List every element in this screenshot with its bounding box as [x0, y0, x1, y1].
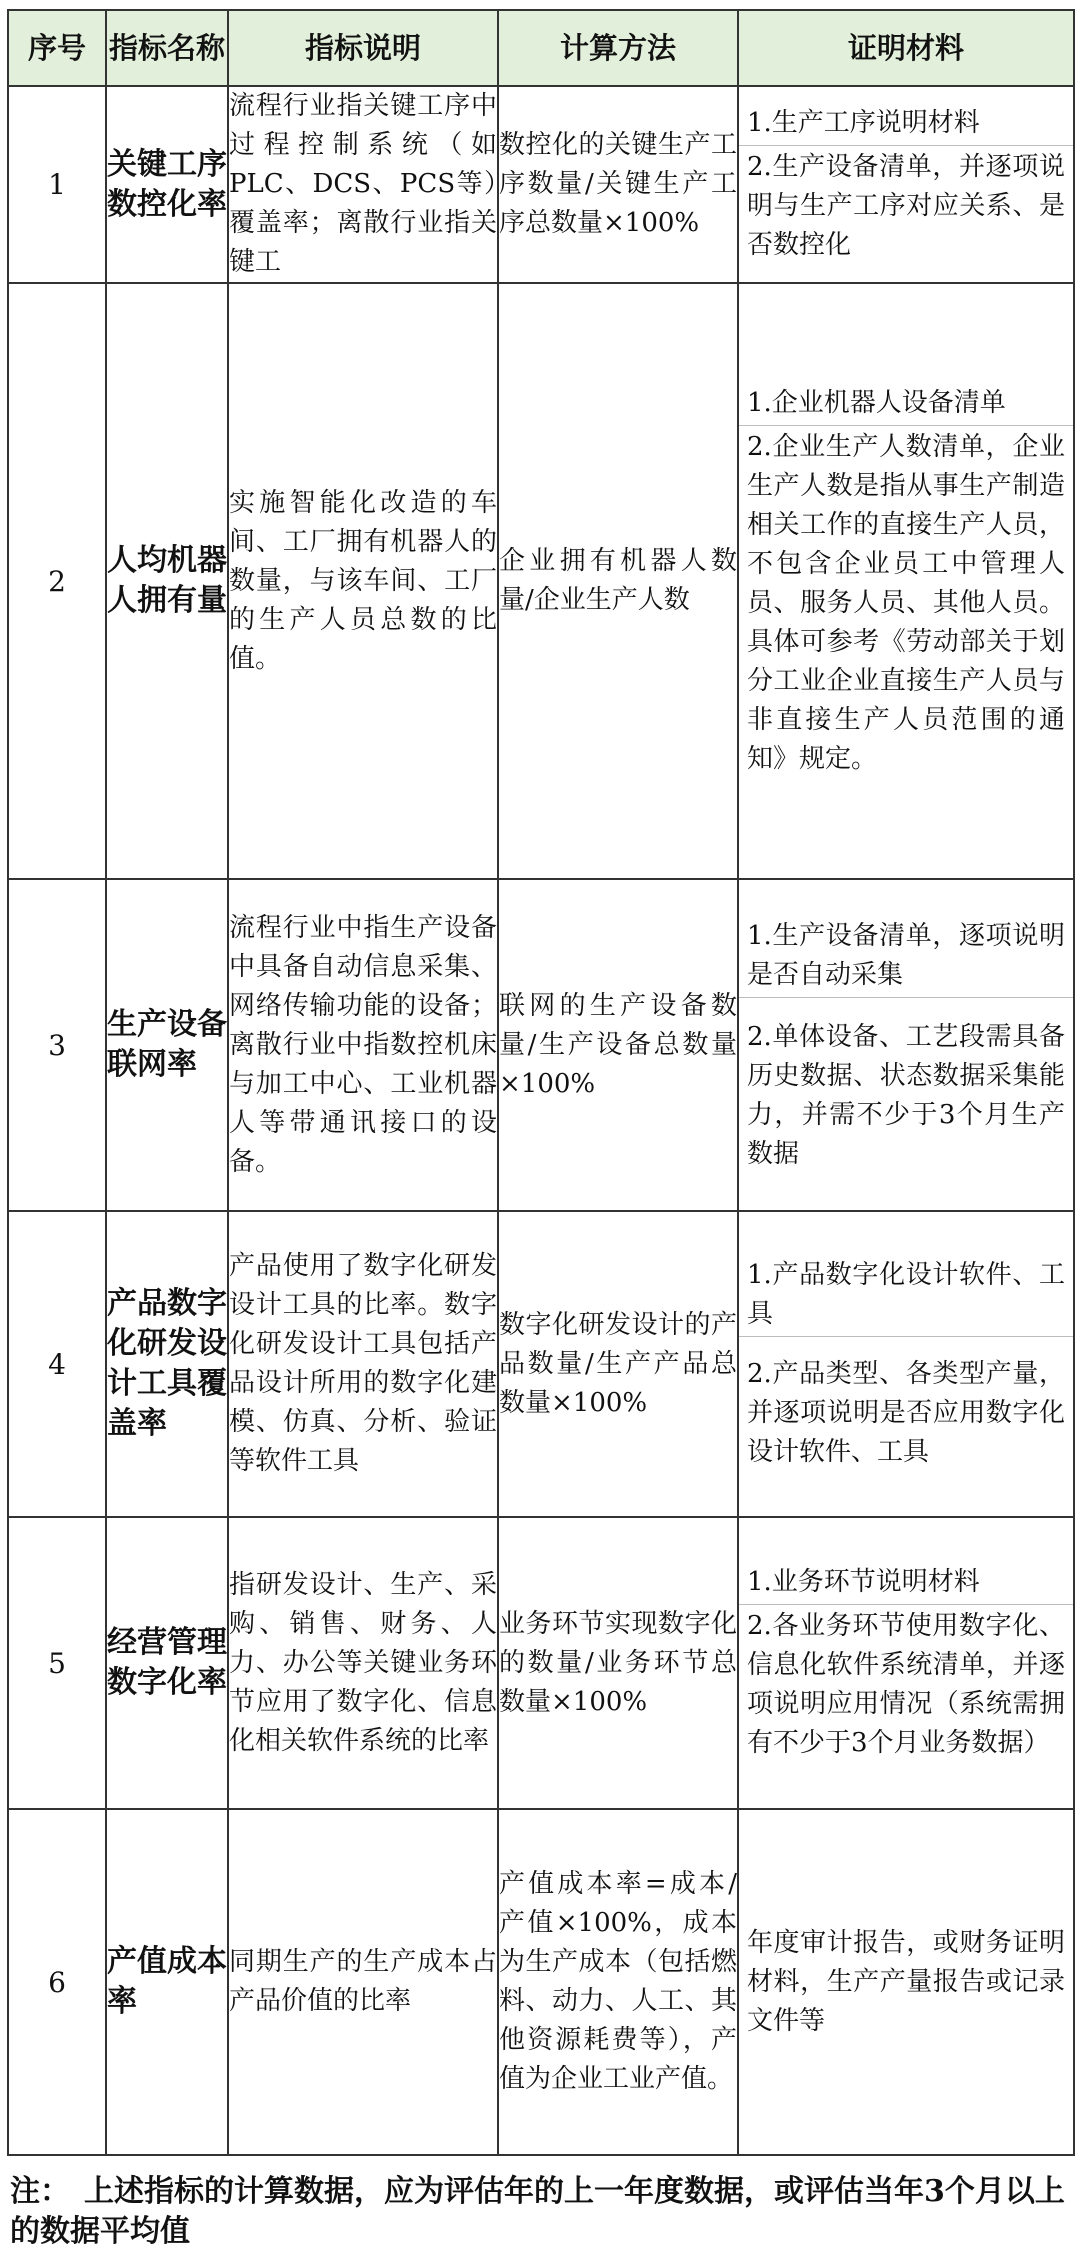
indicator-name: 产品数字化研发设计工具覆盖率 — [106, 1211, 228, 1517]
row-seq: 3 — [8, 879, 106, 1211]
header-description: 指标说明 — [228, 10, 498, 86]
header-evidence: 证明材料 — [738, 10, 1074, 86]
calculation-method: 联网的生产设备数量/生产设备总数量×100% — [498, 879, 738, 1211]
row-seq: 4 — [8, 1211, 106, 1517]
row-seq: 6 — [8, 1809, 106, 2155]
footnote — [10, 2172, 1068, 2252]
evidence-item: 2.企业生产人数清单，企业生产人数是指从事生产制造相关工作的直接生产人员，不包含企业员工中管理人员、服务人员、其他人员。具体可参考《劳动部关于划分工业企业直接生产人员与非直接生产人员范围的通知》规定。 — [739, 425, 1073, 781]
evidence-cell — [738, 1517, 1074, 1809]
calculation-method: 数字化研发设计的产品数量/生产产品总数量×100% — [498, 1211, 738, 1517]
evidence-item: 1.生产设备清单，逐项说明是否自动采集 — [747, 920, 1065, 990]
table-row — [8, 1517, 1074, 1809]
table-row — [8, 1211, 1074, 1517]
footnote-text: 上述指标的计算数据，应为评估年的上一年度数据，或评估当年3个月以上的数据平均值 — [10, 2174, 1065, 2249]
footnote-label: 注： — [10, 2174, 70, 2209]
evidence-item: 2.生产设备清单，并逐项说明与生产工序对应关系、是否数控化 — [739, 145, 1073, 267]
table-row — [8, 1809, 1074, 2155]
evidence-cell — [738, 1809, 1074, 2155]
row-seq: 2 — [8, 283, 106, 879]
indicator-table — [7, 9, 1075, 2156]
evidence-item: 2.单体设备、工艺段需具备历史数据、状态数据采集能力，并需不少于3个月生产数据 — [739, 997, 1073, 1176]
evidence-item: 2.产品类型、各类型产量，并逐项说明是否应用数字化设计软件、工具 — [739, 1336, 1073, 1474]
row-seq: 5 — [8, 1517, 106, 1809]
evidence-item: 1.企业机器人设备清单 — [747, 387, 1006, 418]
calculation-method: 产值成本率=成本/产值×100%，成本为生产成本（包括燃料、动力、人工、其他资源耗费等），产值为企业工业产值。 — [498, 1809, 738, 2155]
calculation-method: 数控化的关键生产工序数量/关键生产工序总数量×100% — [498, 86, 738, 283]
indicator-name: 关键工序数控化率 — [106, 86, 228, 283]
row-seq: 1 — [8, 86, 106, 283]
indicator-description: 同期生产的生产成本占产品价值的比率 — [228, 1809, 498, 2155]
evidence-cell — [738, 1211, 1074, 1517]
indicator-description: 指研发设计、生产、采购、销售、财务、人力、办公等关键业务环节应用了数字化、信息化相关软件系统的比率 — [228, 1517, 498, 1809]
evidence-cell — [738, 879, 1074, 1211]
evidence-item: 1.业务环节说明材料 — [747, 1567, 980, 1597]
calculation-method: 企业拥有机器人数量/企业生产人数 — [498, 283, 738, 879]
indicator-description: 实施智能化改造的车间、工厂拥有机器人的数量，与该车间、工厂的生产人员总数的比值。 — [228, 283, 498, 879]
indicator-name: 人均机器人拥有量 — [106, 283, 228, 879]
table-row — [8, 283, 1074, 879]
calculation-method: 业务环节实现数字化的数量/业务环节总数量×100% — [498, 1517, 738, 1809]
header-calculation: 计算方法 — [498, 10, 738, 86]
evidence-item: 1.生产工序说明材料 — [747, 108, 980, 138]
evidence-item: 1.产品数字化设计软件、工具 — [747, 1260, 1065, 1329]
indicator-description: 流程行业指关键工序中过程控制系统（如PLC、DCS、PCS等）覆盖率；离散行业指关键工 — [228, 86, 498, 283]
evidence-cell — [738, 86, 1074, 283]
indicator-description: 流程行业中指生产设备中具备自动信息采集、网络传输功能的设备；离散行业中指数控机床与加工中心、工业机器人等带通讯接口的设备。 — [228, 879, 498, 1211]
indicator-name: 产值成本率 — [106, 1809, 228, 2155]
evidence-item: 2.各业务环节使用数字化、信息化软件系统清单，并逐项说明应用情况（系统需拥有不少于3个月业务数据） — [739, 1604, 1073, 1765]
header-seq: 序号 — [8, 10, 106, 86]
table-row — [8, 86, 1074, 283]
table-header-row — [8, 10, 1074, 86]
indicator-name: 经营管理数字化率 — [106, 1517, 228, 1809]
evidence-item: 年度审计报告，或财务证明材料，生产产量报告或记录文件等 — [747, 1927, 1065, 2036]
header-name: 指标名称 — [106, 10, 228, 86]
evidence-cell — [738, 283, 1074, 879]
indicator-description: 产品使用了数字化研发设计工具的比率。数字化研发设计工具包括产品设计所用的数字化建模、仿真、分析、验证等软件工具 — [228, 1211, 498, 1517]
indicator-name: 生产设备联网率 — [106, 879, 228, 1211]
table-row — [8, 879, 1074, 1211]
